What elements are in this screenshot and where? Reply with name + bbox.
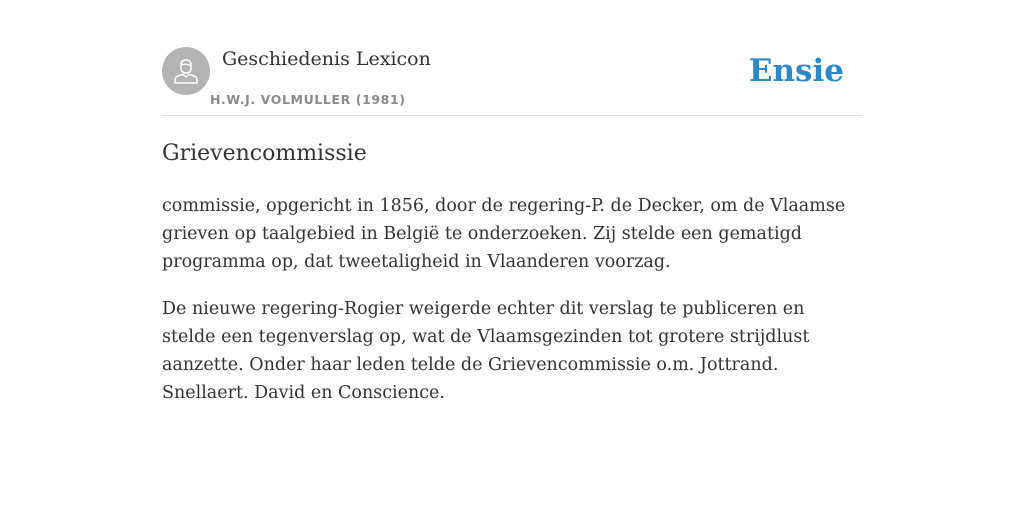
entry-paragraph-2: De nieuwe regering-Rogier weigerde echter dit verslag te publiceren en stelde een tegenverslag op, wat de Vlaamsgezinden tot grotere strijdlust aanzette. Onder haar leden telde de Grievencommissie o.m. Jottrand. Snellaert. David en Conscience.	[162, 299, 810, 403]
entry-card	[162, 47, 862, 407]
source-author: H.W.J. VOLMULLER (1981)	[210, 92, 406, 107]
user-icon	[171, 56, 201, 86]
brand-logo[interactable]: Ensie	[748, 53, 844, 89]
source-title[interactable]: Geschiedenis Lexicon	[222, 48, 431, 70]
entry-title: Grievencommissie	[162, 141, 367, 166]
entry-paragraph-1: commissie, opgericht in 1856, door de regering-P. de Decker, om de Vlaamse grieven op taalgebied in België te onderzoeken. Zij stelde een gematigd programma op, dat tweetaligheid in Vlaanderen voorzag.	[162, 196, 846, 272]
source-header	[162, 47, 862, 116]
author-avatar[interactable]	[162, 47, 210, 95]
